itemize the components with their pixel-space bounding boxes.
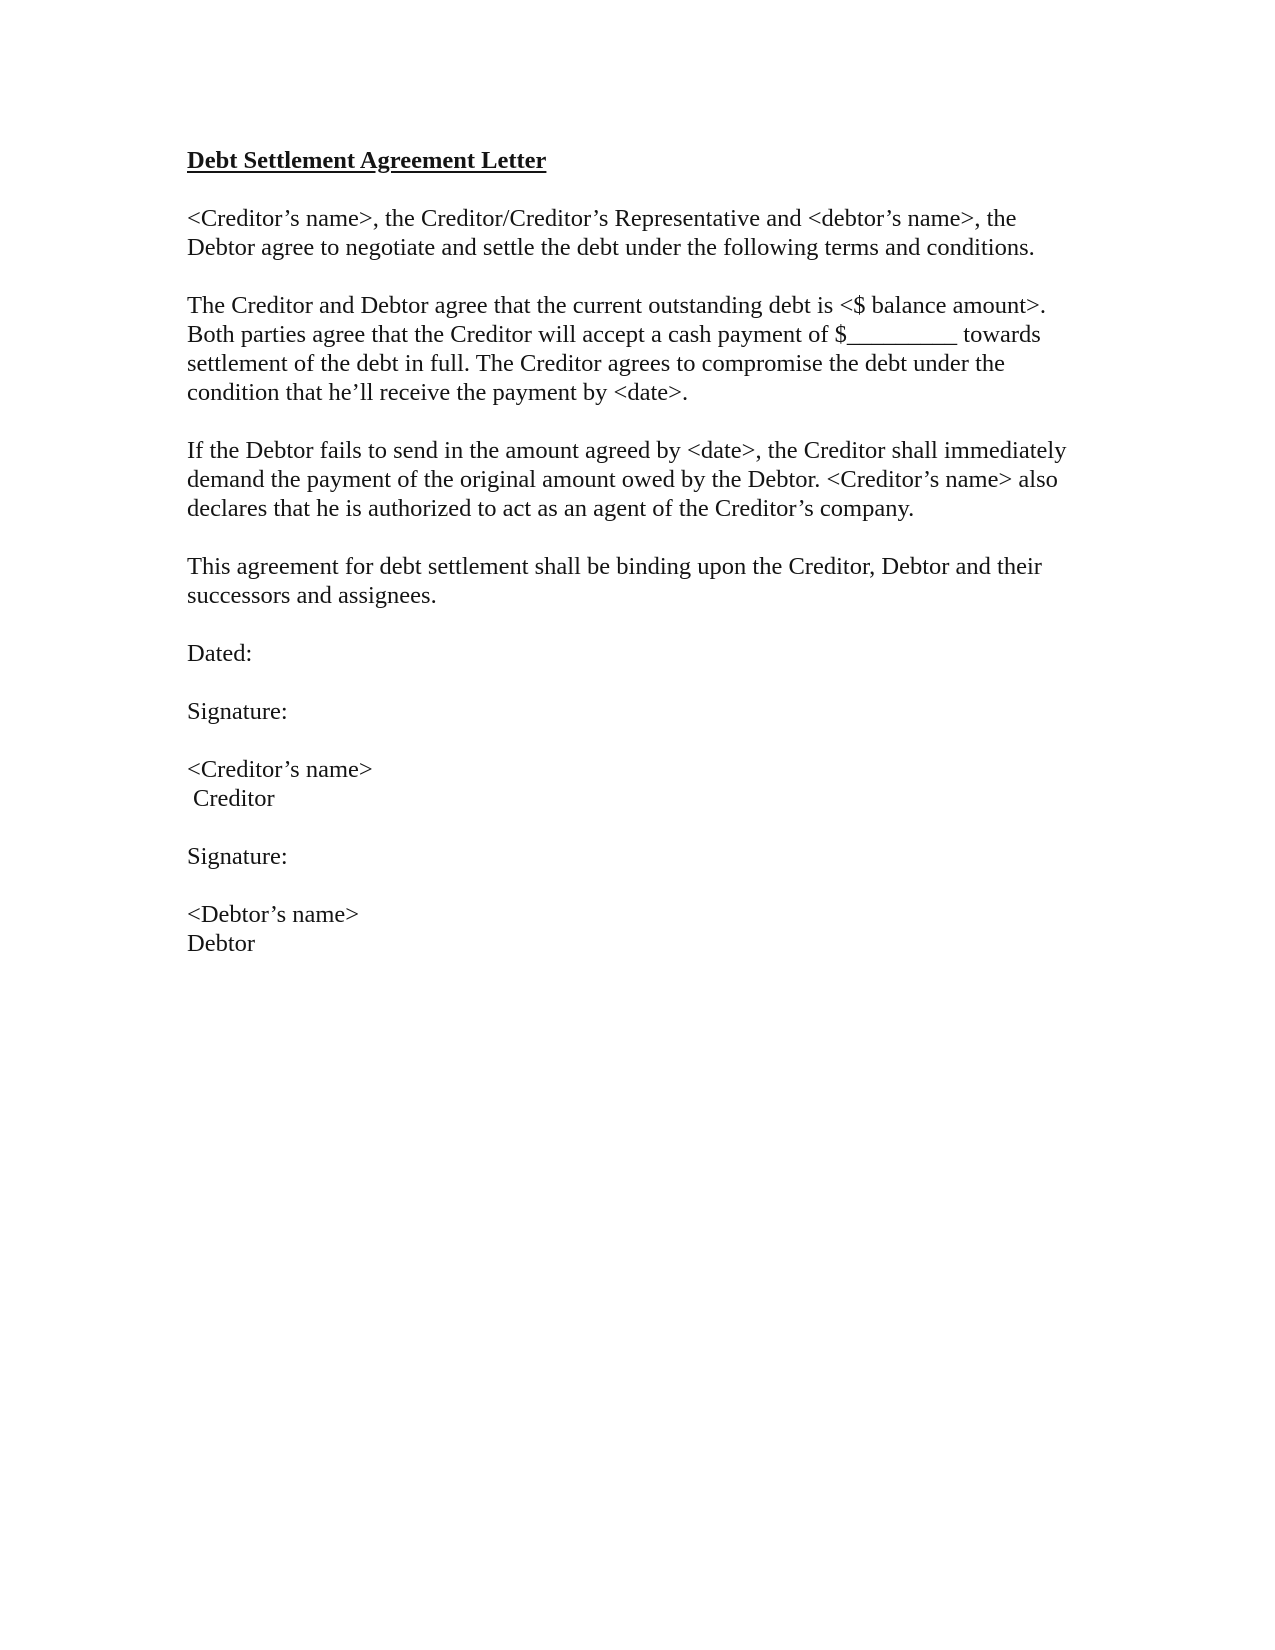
paragraph-line: This agreement for debt settlement shall be binding upon the Creditor, Debtor and their [187, 553, 1042, 580]
creditor-signature-field [187, 697, 1107, 726]
signature-label: Signature: [187, 698, 288, 725]
paragraph-line: Debtor agree to negotiate and settle the debt under the following terms and conditions. [187, 234, 1035, 261]
paragraph-line: successors and assignees. [187, 582, 437, 609]
paragraph-line: <Creditor’s name>, the Creditor/Creditor’s Representative and <debtor’s name>, the [187, 205, 1017, 232]
debtor-signatory [187, 900, 1107, 958]
paragraph-line: demand the payment of the original amount owed by the Debtor. <Creditor’s name> also [187, 466, 1058, 493]
paragraph-line: declares that he is authorized to act as an agent of the Creditor’s company. [187, 495, 915, 522]
creditor-role: Creditor [193, 785, 275, 812]
paragraph-default [187, 436, 1107, 523]
creditor-name: <Creditor’s name> [187, 756, 373, 783]
paragraph-line: condition that he’ll receive the payment by <date>. [187, 379, 689, 406]
paragraph-line: Both parties agree that the Creditor will accept a cash payment of $_________ towards [187, 321, 1041, 348]
paragraph-line: The Creditor and Debtor agree that the current outstanding debt is <$ balance amount>. [187, 292, 1046, 319]
paragraph-binding [187, 552, 1107, 610]
dated-label: Dated: [187, 640, 253, 667]
document-title: Debt Settlement Agreement Letter [187, 147, 547, 174]
paragraph-terms [187, 291, 1107, 407]
debtor-signature-field [187, 842, 1107, 871]
debtor-role: Debtor [187, 930, 256, 957]
signature-label: Signature: [187, 843, 288, 870]
paragraph-line: If the Debtor fails to send in the amount agreed by <date>, the Creditor shall immediately [187, 437, 1067, 464]
creditor-signatory [187, 755, 1107, 813]
debtor-name: <Debtor’s name> [187, 901, 360, 928]
paragraph-parties [187, 204, 1107, 262]
letter-body [187, 146, 1107, 987]
dated-field [187, 639, 1107, 668]
paragraph-line: settlement of the debt in full. The Creditor agrees to compromise the debt under the [187, 350, 1006, 377]
